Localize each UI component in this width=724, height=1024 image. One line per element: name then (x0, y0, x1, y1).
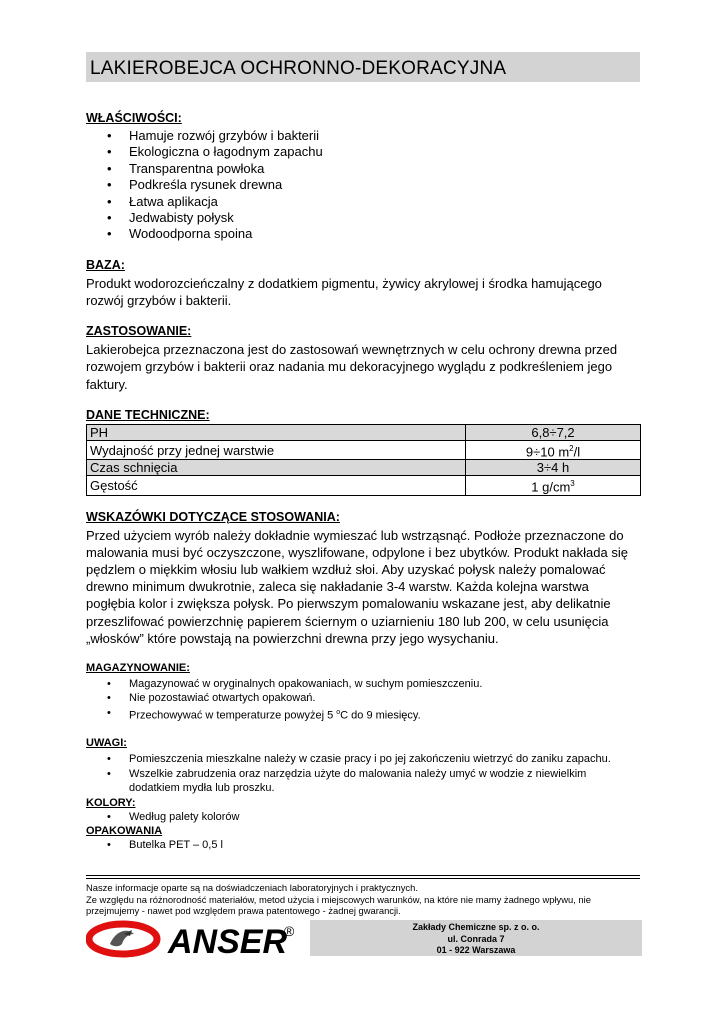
table-row (87, 424, 641, 440)
table-row (87, 460, 641, 476)
usage-text: Lakierobejca przeznaczona jest do zastosowań wewnętrznych w celu ochrony drewna przed rozwojem grzybów i bakterii oraz nadania mu dekoracyjnego wyglądu z podkreśleniem jego faktury. (86, 342, 618, 392)
list-item: • Magazynować w oryginalnych opakowaniach, w suchym pomieszczeniu. (86, 677, 640, 692)
list-item: • Wszelkie zabrudzenia oraz narzędzia użyte do malowania należy umyć w wodzie z niewielkim dodatkiem mydła lub proszku. (86, 767, 640, 796)
title-bar (86, 52, 640, 82)
table-row (87, 476, 641, 495)
document-page (86, 52, 640, 853)
svg-text:ANSER: ANSER (168, 923, 288, 960)
packaging-list (86, 838, 640, 853)
list-item: • Łatwa aplikacja (86, 194, 640, 210)
notes-list (86, 752, 640, 796)
tech-value: 1 $g/cm^3$ (466, 476, 641, 495)
list-item: • Transparentna powłoka (86, 161, 640, 177)
tech-label: Czas schnięcia (87, 460, 466, 476)
list-item: • Według palety kolorów (86, 810, 640, 825)
tech-value: 9÷10 $m^2/l$ (466, 440, 641, 459)
tech-label: Gęstość (87, 476, 466, 495)
properties-heading: WŁAŚCIWOŚCI: (86, 111, 182, 125)
packaging-heading: OPAKOWANIA (86, 825, 163, 838)
list-item: • Wodoodporna spoina (86, 226, 640, 242)
instructions-text: Przed użyciem wyrób należy dokładnie wymieszać lub wstrząsnąć. Podłoże przeznaczone do malowania musi być oczyszczone, wyszlifowane, odpylone i bez ubytków. Produkt nakłada się pędzlem o miękkim włosiu lub wałkiem wzdłuż słoi. Aby uzyskać połysk należy pomalować drewno minimum dwukrotnie, zaleca się nakładanie 3-4 warstw. Każda kolejna warstwa pogłębia kolor i zwiększa połysk. Po pierwszym pomalowaniu wskazane jest, aby delikatnie przeszlifować powierzchnię papierem ściernym o uziarnieniu 180 lub 200, w celu usunięcia „włosków” które powstają na powierzchni drewna przy jego wysychaniu. (86, 527, 628, 646)
storage-heading: MAGAZYNOWANIE: (86, 661, 190, 674)
divider (86, 875, 640, 876)
tech-value: 6,8÷7,2 (466, 424, 641, 440)
page-title: LAKIEROBEJCA OCHRONNO-DEKORACYJNA (90, 58, 507, 79)
disclaimer-line: Nasze informacje oparte są na doświadczeniach laboratoryjnych i praktycznych. (86, 882, 418, 893)
usage-heading: ZASTOSOWANIE: (86, 324, 192, 339)
list-item: • Butelka PET – 0,5 l (86, 838, 640, 853)
disclaimer-line: Ze względu na różnorodność materiałów, metod użycia i miejscowych warunków, na które nie mamy żadnego wpływu, nie przejmujemy - nawet pod względem prawa patentowego - żadnej gwarancji. (86, 893, 591, 917)
svg-text:®: ® (284, 923, 295, 939)
properties-list (86, 128, 640, 243)
colors-list (86, 810, 640, 825)
list-item: • Ekologiczna o łagodnym zapachu (86, 144, 640, 160)
tech-label: PH (87, 424, 466, 440)
brand-row (86, 918, 640, 960)
anser-logo (86, 920, 306, 960)
disclaimer (86, 882, 640, 917)
tech-heading: DANE TECHNICZNE: (86, 407, 210, 422)
storage-list (86, 677, 640, 723)
list-item: • Jedwabisty połysk (86, 210, 640, 226)
tech-table (86, 424, 641, 496)
base-text: Produkt wodorozcieńczalny z dodatkiem pigmentu, żywicy akrylowej i środka hamującego rozwój grzybów i bakterii. (86, 275, 602, 309)
tech-value: 3÷4 h (466, 460, 641, 476)
list-item: • Pomieszczenia mieszkalne należy w czasie pracy i po jej zakończeniu wietrzyć do zaniku zapachu. (86, 752, 640, 767)
list-item: • Przechowywać w temperaturze powyżej 5 $^o$C do 9 miesięcy. (86, 706, 640, 723)
footer (86, 875, 640, 917)
list-item: • Hamuje rozwój grzybów i bakterii (86, 128, 640, 144)
list-item: • Nie pozostawiać otwartych opakowań. (86, 691, 640, 706)
tech-label: Wydajność przy jednej warstwie (87, 440, 466, 459)
instructions-heading: WSKAZÓWKI DOTYCZĄCE STOSOWANIA: (86, 509, 340, 524)
colors-heading: KOLORY: (86, 796, 136, 809)
divider (86, 878, 640, 879)
notes-heading: UWAGI: (86, 737, 127, 750)
list-item: • Podkreśla rysunek drewna (86, 177, 640, 193)
company-address: Zakłady Chemiczne sp. z o. o. ul. Conrada 7 01 - 922 Warszawa (310, 920, 642, 956)
table-row (87, 440, 641, 459)
base-heading: BAZA: (86, 257, 125, 272)
